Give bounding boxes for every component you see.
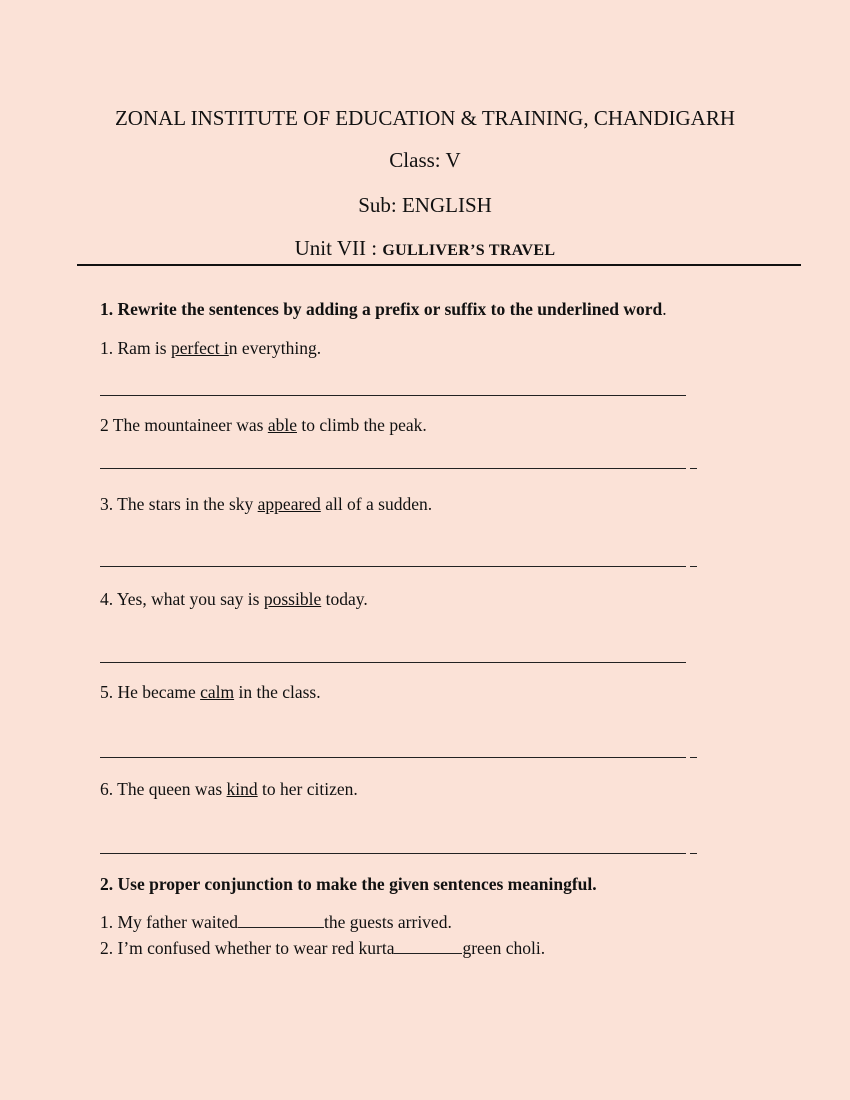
item-text: in the class. — [234, 682, 321, 702]
item-text: 3. The stars in the sky — [100, 494, 258, 514]
item-text: 2. I’m confused whether to wear red kurta — [100, 938, 395, 958]
item-text: today. — [321, 589, 368, 609]
underlined-word: kind — [226, 779, 258, 799]
item-text: 1. Ram is — [100, 338, 171, 358]
underlined-word: appeared — [257, 494, 321, 514]
item-text: the guests arrived. — [324, 912, 452, 932]
item-text: n everything. — [228, 338, 322, 358]
question-item — [100, 681, 321, 703]
section1-heading-text: 1. Rewrite the sentences by adding a prefix or suffix to the underlined word — [100, 299, 663, 319]
item-text: 4. Yes, what you say is — [100, 589, 264, 609]
answer-line[interactable] — [100, 853, 686, 854]
underlined-word: able — [267, 415, 297, 435]
question-item — [100, 588, 368, 610]
question-item — [100, 414, 427, 436]
item-text: 5. He became — [100, 682, 201, 702]
question-item — [100, 493, 432, 515]
section1-heading-end: . — [662, 299, 667, 319]
institute-title: ZONAL INSTITUTE OF EDUCATION & TRAINING, CHANDIGARH — [114, 106, 736, 130]
answer-line[interactable] — [100, 662, 686, 663]
item-text: 1. My father waited — [100, 912, 239, 932]
item-text: green choli. — [462, 938, 546, 958]
item-text: 6. The queen was — [100, 779, 227, 799]
unit-label: Unit VII : — [294, 236, 383, 260]
answer-line[interactable] — [100, 566, 686, 567]
section1-heading — [100, 298, 667, 320]
item-text: to climb the peak. — [296, 415, 427, 435]
question-item — [100, 778, 358, 800]
answer-line[interactable] — [100, 468, 686, 469]
class-label: Class: V — [389, 148, 461, 172]
answer-line[interactable] — [100, 395, 686, 396]
conjunction-item — [100, 937, 545, 959]
underlined-word: calm — [200, 682, 235, 702]
header-divider — [77, 264, 801, 266]
item-text: 2 The mountaineer was — [100, 415, 268, 435]
unit-heading — [0, 236, 850, 263]
underlined-word: perfect i — [170, 338, 229, 358]
question-item — [100, 337, 321, 359]
blank-field[interactable] — [394, 939, 462, 954]
subject-label: Sub: ENGLISH — [358, 193, 492, 217]
blank-field[interactable] — [238, 913, 324, 928]
conjunction-item — [100, 911, 452, 933]
section2-heading: 2. Use proper conjunction to make the given sentences meaningful. — [100, 874, 597, 894]
answer-line[interactable] — [100, 757, 686, 758]
item-text: all of a sudden. — [320, 494, 433, 514]
underlined-word: possible — [263, 589, 322, 609]
item-text: to her citizen. — [257, 779, 358, 799]
unit-title: GULLIVER’S TRAVEL — [382, 242, 556, 259]
